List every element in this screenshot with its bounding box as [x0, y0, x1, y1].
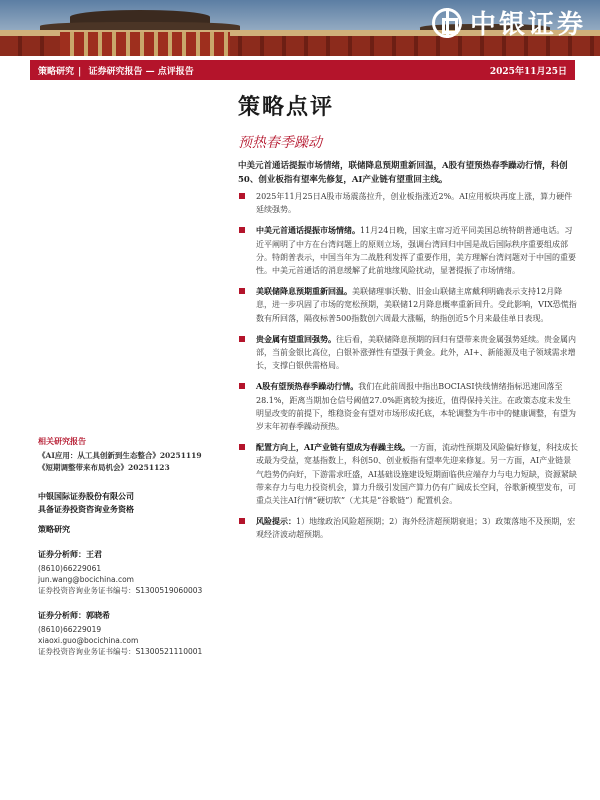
analyst-cert: 证券投资咨询业务证书编号：S1300519060003 — [38, 586, 203, 595]
report-info-bar — [30, 60, 575, 80]
bullet-text: 1）地缘政治风险超预期；2）海外经济超预期衰退；3）政策落地不及预期，宏观经济波动超预期。 — [256, 517, 576, 540]
bullet-lead: 中美元首通话提振市场情绪。 — [256, 225, 360, 236]
bullet-square-icon — [239, 227, 245, 233]
page-title: 策略点评 — [238, 94, 335, 120]
bullet-text: 往后看，美联储降息预期的回归有望带来贵金属强势延续。贵金属内部，当前金银比高位，白银补涨弹性有望强于黄金。此外，AI+、新能源及电子领域需求增长，支撑白银供需格局。 — [256, 334, 576, 371]
bullet-lead: 配置方向上，AI产业链有望成为春躁主线。 — [256, 442, 410, 453]
sidebar — [38, 436, 228, 657]
analyst-email[interactable]: xiaoxi.guo@bocichina.com — [38, 636, 139, 645]
bullet-square-icon — [239, 288, 245, 294]
analyst-name: 证券分析师：郭晓希 — [38, 610, 110, 620]
report-series: 证券研究报告 — 点评报告 — [88, 66, 194, 77]
bullet-text: 2025年11月25日A股市场震荡拉升，创业板指涨近2%。AI应用板块再度上涨，算力硬件延续强势。 — [256, 192, 573, 215]
bullet-square-icon — [239, 383, 245, 389]
related-report-link[interactable]: 《短期调整带来布局机会》20251123 — [38, 463, 170, 472]
key-points-list — [236, 190, 578, 550]
report-date: 2025年11月25日 — [489, 66, 567, 77]
bullet-text: 11月24日晚，国家主席习近平同美国总统特朗普通电话。习近平阐明了中方在台湾问题上的原则立场，强调台湾回归中国是战后国际秩序重要组成部分。特朗普表示，中国当年为二战胜利发挥了重要作用，美方理解台湾问题对于中国的重要性。中美元首通话的消息缓解了此前地缘风险扰动，显著提振了市场情绪。 — [256, 226, 576, 276]
list-item — [236, 333, 578, 373]
bullet-lead: A股有望预热春季躁动行情。 — [256, 381, 359, 392]
banner-columns — [60, 32, 230, 56]
bullet-lead: 贵金属有望重回强势。 — [256, 333, 336, 344]
company-name: 中银国际证券股份有限公司 — [38, 491, 134, 501]
list-item — [236, 380, 578, 433]
bullet-square-icon — [239, 444, 245, 450]
report-type: 策略研究 — [38, 66, 75, 77]
analyst-block — [38, 610, 228, 657]
page-subtitle: 预热春季躁动 — [238, 135, 322, 151]
bullet-square-icon — [239, 193, 245, 199]
bullet-square-icon — [239, 518, 245, 524]
summary-paragraph: 中美元首通话提振市场情绪，联储降息预期重新回温，A股有望预热春季躁动行情，科创50、创业板指有望率先修复，AI产业链有望重回主线。 — [238, 161, 568, 185]
analyst-phone: (8610)66229019 — [38, 625, 102, 634]
list-item — [236, 190, 578, 216]
brand-name: 中银证券 — [469, 10, 586, 40]
list-item — [236, 515, 578, 541]
bullet-text: 一方面，流动性预期及风险偏好修复，科技成长或最为受益，宽基指数上，科创50、创业板指有望率先迎来修复。另一方面，AI产业链景气趋势仍向好，下游需求旺盛，AI基础设施建设短期面临供应端存力与电力短缺，资源紧缺带来存力与电力投资机会，算力升级引发国产算力仍有广阔成长空间，谷歌新模型发布，可重点关注AI行情“硬切软”（尤其是“谷歌链”）配置机会。 — [256, 443, 578, 506]
list-item — [236, 441, 578, 507]
bullet-lead: 风险提示： — [256, 516, 296, 527]
analyst-block — [38, 549, 228, 596]
analyst-name: 证券分析师：王君 — [38, 549, 102, 559]
report-category: 策略研究 — [38, 524, 70, 534]
report-type-line — [38, 64, 198, 77]
bank-logo-icon — [432, 8, 462, 38]
report-separator: | — [78, 66, 82, 77]
header-banner — [0, 0, 600, 56]
list-item — [236, 224, 578, 277]
brand-logo — [432, 4, 586, 41]
analyst-phone: (8610)66229061 — [38, 564, 102, 573]
bullet-lead: 美联储降息预期重新回温。 — [256, 286, 352, 297]
related-reports-heading: 相关研究报告 — [38, 436, 86, 446]
list-item — [236, 285, 578, 325]
related-report-link[interactable]: 《AI应用：从工具创新到生态整合》20251119 — [38, 451, 202, 460]
analyst-email[interactable]: jun.wang@bocichina.com — [38, 575, 134, 584]
company-qualification: 具备证券投资咨询业务资格 — [38, 504, 134, 514]
bullet-square-icon — [239, 336, 245, 342]
bullet-text: 美联储理事沃勒、旧金山联储主席戴利明确表示支持12月降息，进一步巩固了市场的宽松预期，美联储12月降息概率重新回升。受此影响，VIX恐慌指数有所回落，隔夜标普500指数创六周最大涨幅，纳指创近5个月来最佳单日表现。 — [256, 287, 577, 323]
company-info — [38, 490, 228, 516]
analyst-cert: 证券投资咨询业务证书编号：S1300521110001 — [38, 647, 203, 656]
bullet-text: 我们在此前周报中指出BOCIASI快线情绪指标迅速回落至28.1%，距离当期加仓信号阈值27.0%距离较为接近，值得保持关注。在政策态度未发生明显改变的前提下，维稳资金有望对市场形成托底，本轮调整为牛市中的健康调整，有望为岁末年初春季躁动预热。 — [256, 382, 576, 432]
